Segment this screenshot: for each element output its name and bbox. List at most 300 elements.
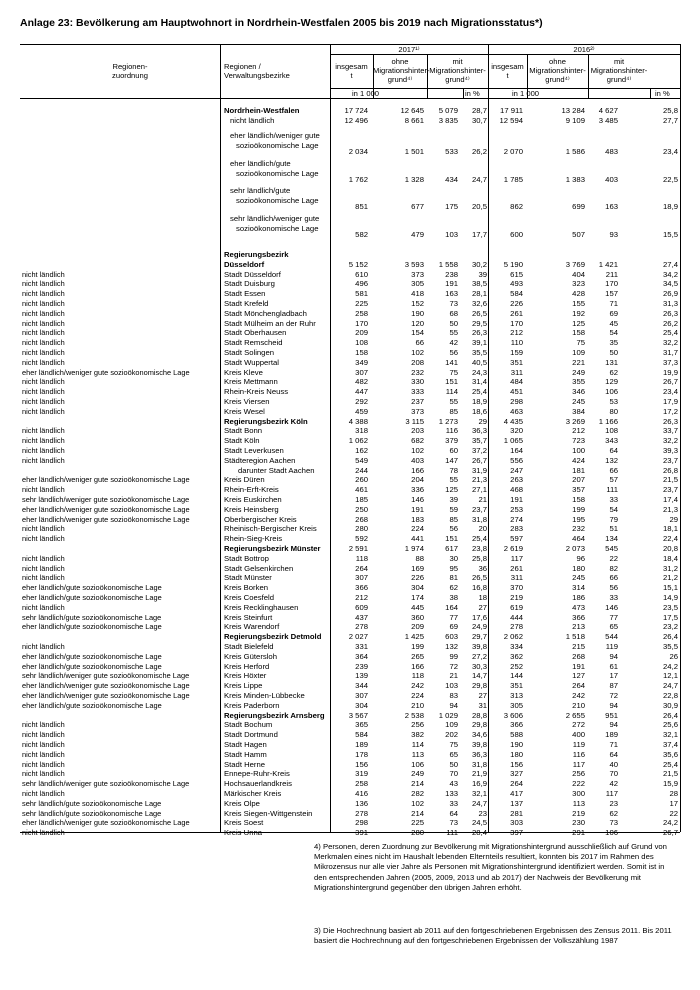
table-row-value: 191 <box>411 504 424 514</box>
table-row-value: 379 <box>445 436 458 446</box>
nrw-row-value: 479 <box>411 230 424 239</box>
table-row-value: 272 <box>572 720 585 730</box>
table-row-zuordnung: nicht ländlich <box>22 573 65 583</box>
table-row-value: 22,4 <box>663 534 678 544</box>
table-row-zuordnung: eher ländlich/gute sozioökonomische Lage <box>22 700 162 710</box>
table-row-value: 29,8 <box>472 720 487 730</box>
table-row-value: 18,1 <box>663 524 678 534</box>
table-row-value: 210 <box>411 700 424 710</box>
table-row-value: 951 <box>605 710 618 720</box>
table-row-value: 451 <box>510 387 523 397</box>
table-row-value: 55 <box>449 475 458 485</box>
table-row-value: 214 <box>411 779 424 789</box>
nrw-row-value: 434 <box>445 175 458 184</box>
table-row-value: 400 <box>572 730 585 740</box>
table-row-value: 278 <box>355 622 368 632</box>
table-row-value: 147 <box>445 455 458 465</box>
table-row-value: 99 <box>449 651 458 661</box>
table-row-value: 35,7 <box>472 436 487 446</box>
table-row-value: 186 <box>572 593 585 602</box>
table-row-value: 346 <box>572 387 585 397</box>
table-row-zuordnung: nicht ländlich <box>22 720 65 730</box>
table-row-value: 14,7 <box>472 671 487 681</box>
table-row-value: 351 <box>510 681 523 691</box>
table-row-value: 370 <box>510 583 523 593</box>
footnote-3: 3) Die Hochrechnung basiert ab 2011 auf den fortgeschriebenen Ergebnissen des Zensus 2011. Bis 2011 basiert die Hochrechnung auf den fortgeschriebenen Ergebnissen der Volkszählung 1987 <box>314 926 672 946</box>
table-row-zuordnung: eher ländlich/gute sozioökonomische Lage <box>22 583 162 593</box>
table-row-value: 71 <box>609 740 618 749</box>
table-row-value: 1 062 <box>348 436 368 446</box>
table-row-value: 169 <box>411 563 424 573</box>
table-row-value: 1 065 <box>503 436 523 446</box>
nrw-row-region: eher ländlich/weniger gute <box>230 131 320 140</box>
table-row-value: 364 <box>355 651 368 661</box>
table-row-value: 156 <box>355 759 368 769</box>
table-row-value: 300 <box>572 789 585 798</box>
table-row-value: 32,2 <box>663 436 678 446</box>
nrw-row-value: 483 <box>605 147 618 156</box>
table-row-value: 85 <box>449 406 458 416</box>
table-row-value: 2 655 <box>565 710 585 720</box>
table-row-region: Ennepe-Ruhr-Kreis <box>224 769 290 779</box>
page-title: Anlage 23: Bevölkerung am Hauptwohnort in Nordrhein-Westfalen 2005 bis 2019 nach Migrationsstatus*) <box>20 17 543 29</box>
table-row-zuordnung: nicht ländlich <box>22 740 65 749</box>
table-row-region: Kreis Borken <box>224 583 269 593</box>
table-row-zuordnung: nicht ländlich <box>22 406 65 416</box>
nrw-row-value: 4 627 <box>598 106 618 115</box>
table-row-value: 158 <box>572 495 585 504</box>
table-row-value: 264 <box>355 563 368 573</box>
table-row-value: 129 <box>605 377 618 387</box>
table-row-value: 36,3 <box>472 426 487 436</box>
table-row-value: 77 <box>449 612 458 622</box>
table-row-value: 22 <box>669 808 678 818</box>
table-row-value: 66 <box>609 465 618 475</box>
table-row-value: 304 <box>411 583 424 593</box>
table-row-zuordnung: nicht ländlich <box>22 308 65 318</box>
table-row-value: 158 <box>572 328 585 338</box>
table-row-zuordnung: nicht ländlich <box>22 299 65 308</box>
table-row-region: Städteregion Aachen <box>224 455 296 465</box>
table-row-value: 355 <box>572 377 585 387</box>
nrw-row-value: 600 <box>510 230 523 239</box>
nrw-row-value: 1 586 <box>565 147 585 156</box>
nrw-row-value: 2 070 <box>503 147 523 156</box>
table-row-value: 208 <box>411 357 424 367</box>
table-row-value: 349 <box>355 357 368 367</box>
table-row-value: 27 <box>478 691 487 700</box>
table-row-value: 117 <box>605 789 618 798</box>
table-row-value: 34,6 <box>472 730 487 740</box>
table-row-value: 18,4 <box>663 553 678 563</box>
table-row-value: 238 <box>445 269 458 279</box>
table-row-value: 298 <box>510 397 523 406</box>
table-row-value: 26,3 <box>472 328 487 338</box>
nrw-row-value: 18,9 <box>663 202 678 211</box>
table-row-value: 256 <box>411 720 424 730</box>
table-row-value: 224 <box>411 524 424 534</box>
table-row-value: 603 <box>445 632 458 642</box>
table-row-value: 106 <box>605 828 618 838</box>
table-row-value: 66 <box>415 338 424 348</box>
nrw-row-value: 3 485 <box>598 116 618 125</box>
table-row-value: 242 <box>572 691 585 700</box>
table-row-value: 597 <box>510 534 523 544</box>
table-row-value: 283 <box>510 524 523 534</box>
table-row-value: 22 <box>609 553 618 563</box>
table-row-zuordnung: nicht ländlich <box>22 553 65 563</box>
table-row-value: 445 <box>411 602 424 612</box>
table-row-region: Stadt Leverkusen <box>224 446 284 455</box>
table-row-value: 39 <box>478 269 487 279</box>
table-row-value: 26,5 <box>472 308 487 318</box>
nrw-row-region: Nordrhein-Westfalen <box>224 106 300 115</box>
table-row-value: 2 591 <box>348 544 368 553</box>
col-divider-region <box>220 44 221 832</box>
table-row-value: 249 <box>572 367 585 377</box>
table-row-value: 25,4 <box>663 328 678 338</box>
table-row-region: Regierungsbezirk Münster <box>224 544 321 553</box>
table-row-value: 170 <box>355 318 368 328</box>
table-row-value: 64 <box>609 446 618 455</box>
table-row-value: 28,8 <box>472 710 487 720</box>
table-row-zuordnung: eher ländlich/gute sozioökonomische Lage <box>22 661 162 671</box>
nrw-row-region-cont: sozioökonomische Lage <box>236 141 319 150</box>
table-row-value: 617 <box>445 544 458 553</box>
table-row-value: 25,8 <box>472 553 487 563</box>
header-unit-pct-2017: in % <box>465 89 480 98</box>
table-row-value: 43 <box>449 779 458 789</box>
table-row-value: 25,6 <box>663 720 678 730</box>
table-row-value: 12,1 <box>663 671 678 681</box>
table-row-value: 21 <box>478 495 487 504</box>
table-row-value: 53 <box>609 397 618 406</box>
table-row-value: 17,5 <box>663 612 678 622</box>
table-row-value: 16,9 <box>472 779 487 789</box>
nrw-row-value: 403 <box>605 175 618 184</box>
table-row-value: 274 <box>510 514 523 524</box>
table-row-region: Stadt Bonn <box>224 426 263 436</box>
table-row-value: 464 <box>572 534 585 544</box>
table-row-value: 365 <box>355 720 368 730</box>
table-row-value: 45 <box>609 318 618 328</box>
table-row-value: 154 <box>411 328 424 338</box>
table-row-value: 134 <box>605 534 618 544</box>
table-row-value: 268 <box>355 514 368 524</box>
table-row-value: 159 <box>510 348 523 357</box>
table-row-value: 27 <box>478 602 487 612</box>
table-row-value: 39,8 <box>472 642 487 651</box>
table-row-value: 170 <box>605 279 618 289</box>
table-row-value: 263 <box>510 475 523 485</box>
table-row-value: 212 <box>572 426 585 436</box>
table-row-value: 62 <box>609 367 618 377</box>
nrw-row-region-cont: sozioökonomische Lage <box>236 196 319 205</box>
table-row-value: 357 <box>572 485 585 495</box>
table-row-value: 54 <box>609 504 618 514</box>
table-row-value: 331 <box>355 642 368 651</box>
table-row-value: 59 <box>449 504 458 514</box>
table-row-value: 484 <box>510 377 523 387</box>
table-row-region: Kreis Olpe <box>224 798 260 808</box>
nrw-row-value: 17 724 <box>344 106 368 115</box>
table-row-value: 33 <box>609 593 618 602</box>
table-row-value: 38,5 <box>472 279 487 289</box>
table-row-value: 42 <box>449 338 458 348</box>
table-row-value: 473 <box>572 602 585 612</box>
table-row-value: 459 <box>355 406 368 416</box>
table-row-value: 682 <box>411 436 424 446</box>
table-row-value: 203 <box>411 426 424 436</box>
table-row-region: Stadt Mülheim an der Ruhr <box>224 318 316 328</box>
table-row-value: 191 <box>445 279 458 289</box>
table-row-value: 26,7 <box>472 455 487 465</box>
table-row-value: 258 <box>355 779 368 789</box>
nrw-row-value: 17 911 <box>500 106 523 115</box>
table-row-region: Stadt Oberhausen <box>224 328 287 338</box>
table-row-zuordnung: nicht ländlich <box>22 279 65 289</box>
table-row-value: 212 <box>355 593 368 602</box>
table-row-value: 39,1 <box>472 338 487 348</box>
table-row-value: 493 <box>510 279 523 289</box>
table-row-value: 610 <box>355 269 368 279</box>
table-row-value: 1 425 <box>404 632 424 642</box>
footnote-4: 4) Personen, deren Zuordnung zur Bevölkerung mit Migrationshintergrund ausschließlich auf Grund von Merkmalen eines nicht im Haushalt lebenden Elternteils resultiert, konnten bis 2017 im Rahmen des Mikrozensus nur alle vier Jahre als Personen mit Migrationshintergrund identifiziert werden. Somit ist in den entsprechenden Jahren (2005, 2009, 2013 und ab 2017) der Nachweis der Bevölkerung mit Migrationshintergrund gegenüber den übrigen Jahren erhöht. <box>314 842 667 892</box>
table-row-value: 33 <box>449 798 458 808</box>
table-row-value: 4 435 <box>503 416 523 426</box>
table-row-region: Kreis Paderborn <box>224 700 280 710</box>
table-row-value: 163 <box>445 289 458 299</box>
table-row-region: Stadt Duisburg <box>224 279 275 289</box>
table-row-value: 461 <box>355 485 368 495</box>
table-row-value: 447 <box>355 387 368 397</box>
table-row-value: 23,7 <box>472 504 487 514</box>
table-row-value: 96 <box>576 553 585 563</box>
table-row-value: 212 <box>510 328 523 338</box>
table-row-value: 55 <box>449 397 458 406</box>
table-row-value: 3 606 <box>503 710 523 720</box>
table-row-value: 132 <box>605 455 618 465</box>
table-row-value: 136 <box>355 798 368 808</box>
table-row-value: 61 <box>609 661 618 671</box>
table-row-value: 1 974 <box>404 544 424 553</box>
table-row-zuordnung: eher ländlich/weniger gute sozioökonomische Lage <box>22 504 190 514</box>
table-row-value: 191 <box>510 495 523 504</box>
table-row-region: darunter Stadt Aachen <box>238 465 315 475</box>
table-row-zuordnung: nicht ländlich <box>22 397 65 406</box>
table-row-value: 29,8 <box>472 681 487 691</box>
table-row-value: 166 <box>411 465 424 475</box>
table-row-value: 21,3 <box>472 475 487 485</box>
table-row-value: 125 <box>572 318 585 328</box>
table-row-value: 116 <box>445 426 458 436</box>
table-row-region: Stadt Bielefeld <box>224 642 274 651</box>
table-row-value: 24,3 <box>472 367 487 377</box>
table-row-value: 245 <box>572 573 585 583</box>
table-row-value: 278 <box>510 622 523 632</box>
table-row-value: 311 <box>510 573 523 583</box>
table-row-value: 185 <box>355 495 368 504</box>
table-row-value: 252 <box>510 661 523 671</box>
table-row-value: 366 <box>572 612 585 622</box>
nrw-row-value: 2 034 <box>348 147 368 156</box>
table-row-value: 219 <box>510 593 523 602</box>
table-row-region: Hochsauerlandkreis <box>224 779 292 789</box>
table-row-value: 127 <box>572 671 585 681</box>
table-row-value: 26 <box>669 651 678 661</box>
table-row-value: 82 <box>609 563 618 573</box>
table-row-value: 723 <box>572 436 585 446</box>
table-row-value: 28,4 <box>472 828 487 838</box>
header-ohne-2016: ohne Migrationshinter- grund⁴⁾ <box>529 57 586 84</box>
table-row-value: 373 <box>411 269 424 279</box>
table-row-value: 119 <box>605 642 618 651</box>
table-row-value: 64 <box>609 749 618 759</box>
table-row-zuordnung: nicht ländlich <box>22 602 65 612</box>
table-row-value: 298 <box>355 818 368 828</box>
nrw-row-value: 93 <box>609 230 618 239</box>
table-row-value: 37,2 <box>472 446 487 455</box>
table-row-zuordnung: nicht ländlich <box>22 563 65 573</box>
table-row-region: Oberbergischer Kreis <box>224 514 297 524</box>
table-row-value: 207 <box>572 475 585 485</box>
table-row-value: 2 619 <box>503 544 523 553</box>
table-row-value: 54 <box>609 328 618 338</box>
table-row-region: Regierungsbezirk Köln <box>224 416 308 426</box>
table-row-value: 72 <box>609 691 618 700</box>
table-row-value: 25,4 <box>472 534 487 544</box>
table-row-value: 304 <box>355 700 368 710</box>
table-row-region: Kreis Steinfurt <box>224 612 273 622</box>
table-row-value: 102 <box>411 348 424 357</box>
table-row-value: 164 <box>445 602 458 612</box>
table-row-region: Kreis Recklinghausen <box>224 602 299 612</box>
table-row-value: 119 <box>572 740 585 749</box>
nrw-row-region: sehr ländlich/weniger gute <box>230 214 320 223</box>
table-row-region: Stadt Wuppertal <box>224 357 279 367</box>
table-row-value: 24,7 <box>663 681 678 691</box>
nrw-row-value: 23,4 <box>663 147 678 156</box>
table-row-value: 18,6 <box>472 406 487 416</box>
table-row-value: 109 <box>572 348 585 357</box>
table-row-zuordnung: nicht ländlich <box>22 318 65 328</box>
table-row-zuordnung: nicht ländlich <box>22 828 65 838</box>
table-row-value: 556 <box>510 455 523 465</box>
table-row-value: 32,1 <box>472 789 487 798</box>
table-row-value: 280 <box>411 828 424 838</box>
table-row-value: 15,9 <box>663 779 678 789</box>
table-row-value: 327 <box>510 769 523 779</box>
table-row-value: 29,7 <box>472 632 487 642</box>
table-row-value: 70 <box>609 769 618 779</box>
nrw-row-value: 103 <box>445 230 458 239</box>
table-row-value: 307 <box>355 573 368 583</box>
table-row-value: 34,5 <box>663 279 678 289</box>
table-row-value: 181 <box>572 465 585 475</box>
table-row-value: 68 <box>449 308 458 318</box>
table-row-value: 592 <box>355 534 368 544</box>
table-row-zuordnung: nicht ländlich <box>22 749 65 759</box>
table-row-value: 18,9 <box>472 397 487 406</box>
table-row-value: 239 <box>355 661 368 671</box>
table-row-value: 307 <box>355 691 368 700</box>
table-row-value: 3 269 <box>565 416 585 426</box>
table-row-region: Kreis Coesfeld <box>224 593 274 602</box>
table-row-value: 109 <box>445 720 458 730</box>
table-row-value: 56 <box>449 348 458 357</box>
table-row-value: 23,2 <box>663 622 678 632</box>
table-row-value: 141 <box>445 357 458 367</box>
table-row-value: 23,4 <box>663 387 678 397</box>
table-row-value: 619 <box>510 602 523 612</box>
table-row-value: 1 421 <box>598 259 618 269</box>
table-row-value: 66 <box>609 573 618 583</box>
table-row-value: 334 <box>510 642 523 651</box>
table-row-value: 26,9 <box>663 289 678 299</box>
table-row-zuordnung: eher ländlich/weniger gute sozioökonomische Lage <box>22 475 190 485</box>
nrw-row-value: 582 <box>355 230 368 239</box>
table-row-value: 15,1 <box>663 583 678 593</box>
table-row-value: 120 <box>411 318 424 328</box>
table-row-region: Stadt Bochum <box>224 720 273 730</box>
table-row-value: 280 <box>355 524 368 534</box>
header-ohne-2017: ohne Migrationshinter- grund⁴⁾ <box>373 57 430 84</box>
table-row-value: 73 <box>449 299 458 308</box>
table-row-value: 366 <box>510 720 523 730</box>
table-row-zuordnung: nicht ländlich <box>22 289 65 299</box>
table-row-value: 351 <box>510 357 523 367</box>
table-row-region: Kreis Düren <box>224 475 265 485</box>
table-row-zuordnung: nicht ländlich <box>22 534 65 544</box>
table-row-zuordnung: nicht ländlich <box>22 387 65 397</box>
header-unit-pct-2016: in % <box>655 89 670 98</box>
table-row-value: 155 <box>572 299 585 308</box>
table-row-value: 20,8 <box>663 544 678 553</box>
table-row-value: 111 <box>606 485 618 495</box>
nrw-row-value: 12 594 <box>499 116 523 125</box>
table-row-value: 281 <box>510 808 523 818</box>
table-row-value: 28 <box>669 789 678 798</box>
table-row-value: 133 <box>445 789 458 798</box>
table-row-value: 180 <box>510 749 523 759</box>
table-row-value: 19,9 <box>663 367 678 377</box>
table-row-value: 23,8 <box>472 544 487 553</box>
table-row-value: 152 <box>411 299 424 308</box>
table-row-value: 95 <box>449 563 458 573</box>
table-row-value: 33,7 <box>663 426 678 436</box>
table-row-region: Stadt Dortmund <box>224 730 278 740</box>
table-row-region: Regierungsbezirk <box>224 250 289 259</box>
nrw-row-value: 507 <box>572 230 585 239</box>
table-row-value: 31,4 <box>472 377 487 387</box>
table-row-zuordnung: nicht ländlich <box>22 338 65 348</box>
table-row-zuordnung: nicht ländlich <box>22 730 65 740</box>
table-row-zuordnung: nicht ländlich <box>22 348 65 357</box>
table-row-value: 18 <box>478 593 487 602</box>
table-row-value: 33 <box>609 495 618 504</box>
table-row-value: 144 <box>510 671 523 681</box>
table-row-value: 17,6 <box>472 612 487 622</box>
table-row-value: 333 <box>411 387 424 397</box>
table-row-value: 24,5 <box>472 818 487 828</box>
table-row-region: Stadt Köln <box>224 436 260 446</box>
table-row-value: 183 <box>411 514 424 524</box>
table-row-value: 32,6 <box>472 299 487 308</box>
table-row-value: 615 <box>510 269 523 279</box>
header-mit-2016: mit Migrationshinter- grund⁴⁾ <box>590 57 648 84</box>
table-row-value: 31,7 <box>663 348 678 357</box>
table-row-value: 26,2 <box>663 318 678 328</box>
